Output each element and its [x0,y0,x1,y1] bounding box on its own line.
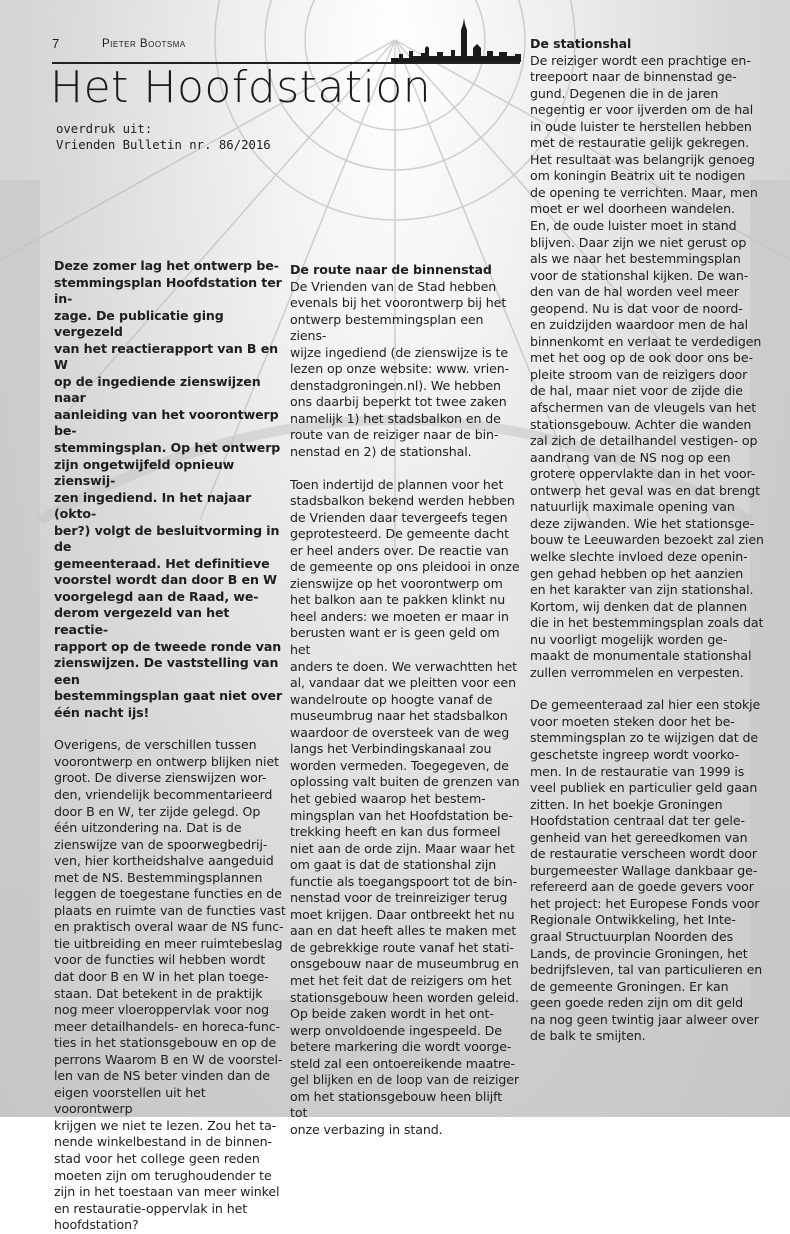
text-line: niet aan de orde zijn. Maar waar het [290,840,515,856]
text-line: De gemeenteraad zal hier een stokje [530,697,761,713]
text-line: het project: het Europese Fonds voor [530,895,760,911]
page-title: Het Hoofdstation [50,62,432,113]
text-line: bouw te Leeuwarden bezoekt zal zien [530,532,764,548]
text-line: geopend. Nu is dat voor de noord- [530,300,743,316]
text-line: in oude luister te herstellen hebben [530,118,752,134]
text-line: en het karakter van zijn stationshal. [530,582,754,598]
text-line: zal zich de detailhandel vestigen- op [530,433,758,449]
body-paragraph [290,279,520,461]
text-line: den, vriendelijk becommentarieerd [54,786,273,802]
text-line: De reiziger wordt een prachtige en- [530,52,751,68]
body-paragraph [530,53,774,682]
text-line: Op beide zaken wordt in het ont- [290,1006,494,1022]
text-line: stadsbalkon bekend werden hebben [290,493,515,509]
text-line: plaats en ruimte van de functies vast [54,902,286,918]
text-line: werp onvoldoende ingespeeld. De [290,1022,502,1038]
text-line: nu voorligt mogelijk worden ge- [530,631,728,647]
text-line: er heel anders over. De reactie van [290,542,509,558]
author-name: Pieter Bootsma [102,38,186,50]
text-line: langs het Verbindingskanaal zou [290,741,492,757]
text-line: Regionale Ontwikkeling, het Inte- [530,912,736,928]
text-line: stemmingsplan. Op het ontwerp [54,440,281,456]
text-line: blijven. Daar zijn we niet gerust op [530,234,747,250]
text-line: onsgebouw naar de museumbrug en [290,956,519,972]
text-line: museumbrug naar het stadsbalkon [290,708,508,724]
text-line: de gemeente op ons pleidooi in onze [290,559,520,575]
source-note [56,121,271,153]
text-line: zienswijze van de spoorwegbedrij- [54,836,268,852]
text-line: natuurlijk maximale opening van [530,499,735,515]
text-line: evenals bij het voorontwerp bij het [290,295,507,311]
text-line: zen ingediend. In het najaar (okto- [54,489,252,522]
text-line: die in het bestemmingsplan zoals dat [530,615,764,631]
text-line: den van de hal worden veel meer [530,284,739,300]
lead-paragraph [54,258,286,721]
text-line: ons daarbij beperkt tot twee zaken [290,394,507,410]
column-2 [290,262,520,1138]
text-line: met het oog op de ook door ons be- [530,350,753,366]
text-line: nende winkelbestand in de binnen- [54,1134,272,1150]
text-line: worden vermeden. Toegegeven, de [290,757,509,773]
text-line: de gemeente Groningen. Er kan [530,978,729,994]
text-line: Overigens, de verschillen tussen [54,737,257,753]
text-line: als we naar het bestemmingsplan [530,251,741,267]
text-line: Hoofdstation centraal dat ter gele- [530,813,745,829]
text-line: wandelroute op hoogte vanaf de [290,691,493,707]
text-line: zienswijze op het voorontwerp om [290,575,503,591]
text-line: de restauratie verscheen wordt door [530,846,757,862]
text-line: eigen voorstellen uit het voorontwerp [54,1084,206,1117]
text-line: ber?) volgt de besluitvorming in de [54,522,280,555]
text-line: Kortom, wij denken dat de plannen [530,598,748,614]
text-line: van het reactierapport van B en W [54,340,279,373]
text-line: zijn ongetwijfeld opnieuw zienswij- [54,456,235,489]
section-heading-route: De route naar de binnenstad [290,262,492,277]
text-line: steld zal een ontoereikende maatre- [290,1055,515,1071]
text-line: oplossing valt buiten de grenzen van [290,774,520,790]
text-line: voorstel wordt dan door B en W [54,572,277,588]
text-line: onze verbazing in stand. [290,1121,443,1137]
text-line: geen goede reden zijn om dit geld [530,995,743,1011]
text-line: En, de oude luister moet in stand [530,218,737,234]
text-line: zullen verrommelen en verpesten. [530,664,744,680]
column-3 [530,36,774,1045]
text-line: aan en dat heeft alles te maken met [290,923,517,939]
text-line: burgemeester Wallage dankbaar ge- [530,862,758,878]
text-line: leggen de toegestane functies en de [54,886,282,902]
text-line: groot. De diverse zienswijzen wor- [54,770,267,786]
text-line: route van de reiziger naar de bin- [290,427,499,443]
text-line: pleite stroom van de reizigers door [530,366,748,382]
section-heading-stationshal: De stationshal [530,36,632,51]
text-line: ties in het stationsgebouw en op de [54,1035,277,1051]
text-line: het gebied waarop het bestem- [290,790,486,806]
text-line: binnenkomt en verlaat te verdedigen [530,333,762,349]
text-line: dat door B en W in het plan toege- [54,968,269,984]
text-line: al, vandaar dat we pleitten voor een [290,675,516,691]
text-line: met de restauratie gelijk gekregen. [530,135,750,151]
text-line: grotere oppervlakte dan in het voor- [530,466,756,482]
text-line: geschetste ingreep wordt voorko- [530,746,740,762]
text-line: na nog geen twintig jaar alweer over [530,1011,759,1027]
text-line: de hal, maar niet voor de zijde die [530,383,743,399]
text-line: gund. Degenen die in de jaren [530,85,719,101]
text-line: wijze ingediend (de zienswijze is te [290,344,508,360]
text-line: staan. Dat betekent in de praktijk [54,985,263,1001]
text-line: negentig er voor ijverden om de hal [530,102,754,118]
text-line: en praktisch overal waar de NS func- [54,919,284,935]
text-line: moet er wel doorheen wandelen. [530,201,735,217]
text-line: met het feit dat de reizigers om het [290,972,512,988]
text-line: hoofdstation? [54,1217,139,1233]
text-line: gel blijken en de loop van de reiziger [290,1072,519,1088]
text-line: voor de stationshal kijken. De wan- [530,267,749,283]
text-line: maakt de monumentale stationshal [530,648,752,664]
text-line: en restauratie-oppervlak in het [54,1200,248,1216]
text-line: welke slechte invloed deze openin- [530,548,748,564]
text-line: om koningin Beatrix uit te nodigen [530,168,746,184]
body-paragraph [530,697,774,1044]
text-line: één uitzondering na. Dat is de [54,820,242,836]
text-line: derom vergezeld van het reactie- [54,605,230,638]
text-line: één nacht ijs! [54,704,150,720]
text-line: de Vrienden daar tevergeefs tegen [290,509,508,525]
text-line: berusten want er is geen geld om het [290,625,500,658]
text-line: namelijk 1) het stadsbalkon en de [290,410,501,426]
body-paragraph [54,737,286,1233]
text-line: veel publiek en particulier geld gaan [530,780,758,796]
text-line: gemeenteraad. Het definitieve [54,555,270,571]
text-line: Lands, de provincie Groningen, het [530,945,748,961]
text-line: aanleiding van het voorontwerp be- [54,406,279,439]
column-1 [54,258,286,1234]
text-line: voor moeten steken door het be- [530,713,735,729]
text-line: heel anders: we moeten er maar in [290,608,509,624]
text-line: nenstad en 2) de stationshal. [290,444,472,460]
text-line: men. In de restauratie van 1999 is [530,763,745,779]
text-line: ontwerp het geval was en dat brengt [530,482,760,498]
text-line: graal Structuurplan Noorden des [530,928,734,944]
text-line: met de NS. Bestemmingsplannen [54,869,263,885]
text-line: voorontwerp en ontwerp blijken niet [54,753,279,769]
text-line: stemmingsplan zo te wijzigen dat de [530,730,759,746]
text-line: betere markering die wordt voorge- [290,1039,512,1055]
text-line: geprotesteerd. De gemeente dacht [290,526,509,542]
text-line: stad voor het college geen reden [54,1150,260,1166]
text-line: rapport op de tweede ronde van [54,638,282,654]
text-line: refereerd aan de goede gevers voor [530,879,754,895]
text-line: len van de NS beter vinden dan de [54,1068,270,1084]
text-line: bestemmingsplan gaat niet over [54,688,283,704]
text-line: stemmingsplan Hoofdstation ter in- [54,274,282,307]
text-line: zage. De publicatie ging vergezeld [54,307,224,340]
text-line: nenstad voor de treinreiziger terug [290,890,508,906]
text-line: treepoort naar de binnenstad ge- [530,69,737,85]
body-paragraph [290,477,520,1139]
text-line: bedrijfsleven, tal van particulieren en [530,962,763,978]
text-line: op de ingediende zienswijzen naar [54,373,261,406]
text-line: de opening te verrichten. Maar, men [530,184,758,200]
text-line: zitten. In het boekje Groningen [530,796,723,812]
text-line: zijn in het toestaan van meer winkel [54,1184,280,1200]
text-line: ontwerp bestemmingsplan een ziens- [290,311,484,344]
text-line: afschermen van de vleugels van het [530,400,757,416]
text-line: voor de functies wil hebben wordt [54,952,266,968]
text-line: denstadgroningen.nl). We hebben [290,377,501,393]
text-line: tie uitbreiding en meer ruimtebeslag [54,935,283,951]
text-line: anders te doen. We verwachtten het [290,658,517,674]
source-line: overdruk uit: [56,122,153,136]
text-line: genheid van het gereedkomen van [530,829,748,845]
text-line: trekking heeft en kan dus formeel [290,824,501,840]
text-line: stationsgebouw. Achter die wanden [530,416,752,432]
text-line: en zuidzijden waardoor men de hal [530,317,749,333]
text-line: lezen op onze website: www. vrien- [290,361,510,377]
text-line: waardoor de oversteek van de weg [290,724,510,740]
text-line: de gebrekkige route vanaf het stati- [290,939,514,955]
text-line: stationsgebouw heen worden geleid. [290,989,519,1005]
text-line: mingsplan van het Hoofdstation be- [290,807,513,823]
text-line: functie als toegangspoort tot de bin- [290,873,518,889]
text-line: perrons Waarom B en W de voorstel- [54,1051,283,1067]
text-line: Toen indertijd de plannen voor het [290,476,504,492]
text-line: gen gehad hebben op het aanzien [530,565,744,581]
text-line: voorgelegd aan de Raad, we- [54,588,259,604]
text-line: moet krijgen. Daar ontbreekt het nu [290,906,515,922]
text-line: krijgen we niet te lezen. Zou het ta- [54,1117,277,1133]
city-skyline-logo [391,18,521,64]
text-line: om gaat is dat de stationshal zijn [290,857,497,873]
text-line: nog meer vloeroppervlak voor nog [54,1002,270,1018]
page-number: 7 [52,36,60,51]
text-line: De Vrienden van de Stad hebben [290,278,497,294]
text-line: moeten zijn om terughoudender te [54,1167,272,1183]
text-line: het balkon aan te pakken klinkt nu [290,592,506,608]
text-line: Het resultaat was belangrijk genoeg [530,151,755,167]
text-line: meer detailhandels- en horeca-func- [54,1018,280,1034]
text-line: deze zijwanden. Wie het stationsge- [530,515,755,531]
text-line: om het stationsgebouw heen blijft tot [290,1088,503,1121]
text-line: ven, hier kortheidshalve aangeduid [54,853,274,869]
text-line: zienswijzen. De vaststelling van een [54,655,279,687]
source-line: Vrienden Bulletin nr. 86/2016 [56,138,271,152]
text-line: de balk te smijten. [530,1028,646,1044]
text-line: Deze zomer lag het ontwerp be- [54,258,279,273]
text-line: door B en W, ter zijde gelegd. Op [54,803,261,819]
text-line: aandrang van de NS nog op een [530,449,731,465]
